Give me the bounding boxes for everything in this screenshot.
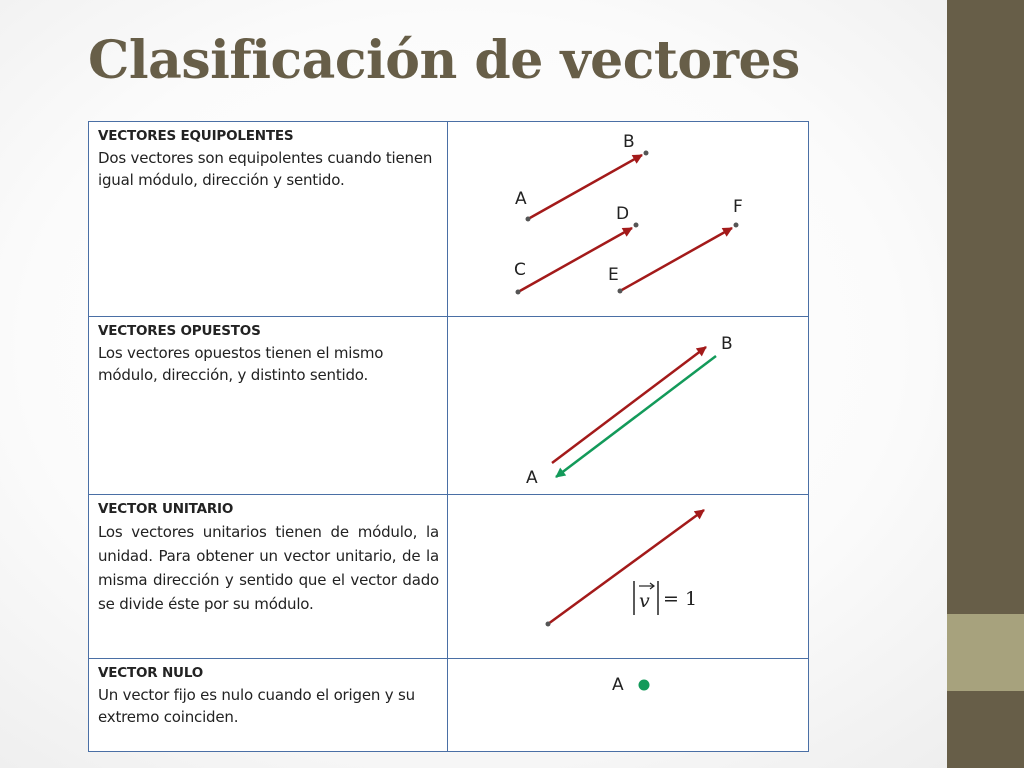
point-f (734, 223, 739, 228)
row-description: Los vectores opuestos tienen el mismo módulo, dirección, y distinto sentido. (98, 344, 384, 384)
row-description: Los vectores unitarios tienen de módulo, la unidad. Para obtener un vector unitario, de la misma dirección y sentido que el vector dado se divide éste por su módulo. (98, 523, 439, 613)
figure-cell (448, 122, 809, 317)
table-row-equipolentes (89, 122, 809, 317)
row-title: VECTORES EQUIPOLENTES (98, 128, 294, 144)
label-f: F (733, 197, 743, 217)
label-b: B (721, 334, 733, 354)
point-b (644, 151, 649, 156)
label-a: A (526, 468, 538, 488)
figure-cell (448, 495, 809, 659)
row-description: Dos vectores son equipolentes cuando tienen igual módulo, dirección y sentido. (98, 149, 433, 189)
side-accent-square (947, 614, 1024, 691)
label-b: B (623, 132, 635, 152)
formula-rhs: = 1 (663, 588, 698, 610)
point-c (516, 290, 521, 295)
table-row-unitario (89, 495, 809, 659)
label-a: A (515, 189, 527, 209)
text-cell (89, 122, 448, 317)
label-a: A (612, 675, 624, 695)
vector-ba-green (556, 356, 716, 477)
text-cell (89, 495, 448, 659)
vector-ab-red (552, 347, 706, 463)
text-cell (89, 317, 448, 495)
vector-symbol: v (639, 590, 650, 612)
figure-cell (448, 317, 809, 495)
unit-vector-figure (448, 495, 807, 658)
row-description: Un vector fijo es nulo cuando el origen y su extremo coinciden. (98, 686, 415, 726)
equipolent-vectors-figure (448, 122, 807, 316)
figure-cell (448, 659, 809, 752)
vector-ef (620, 228, 732, 291)
vector-origin (546, 622, 551, 627)
opposite-vectors-figure (448, 317, 807, 494)
row-title: VECTOR NULO (98, 665, 204, 681)
text-cell (89, 659, 448, 752)
row-title: VECTORES OPUESTOS (98, 323, 261, 339)
vector-classification-table (88, 121, 809, 752)
table-row-opuestos (89, 317, 809, 495)
point-a (526, 217, 531, 222)
point-d (634, 223, 639, 228)
point-e (618, 289, 623, 294)
null-vector-figure (448, 659, 807, 751)
label-d: D (616, 204, 630, 224)
label-c: C (514, 260, 526, 280)
slide-title: Clasificación de vectores (88, 30, 800, 91)
table-row-nulo (89, 659, 809, 752)
row-title: VECTOR UNITARIO (98, 501, 234, 517)
null-vector-point (639, 680, 650, 691)
label-e: E (608, 265, 619, 285)
